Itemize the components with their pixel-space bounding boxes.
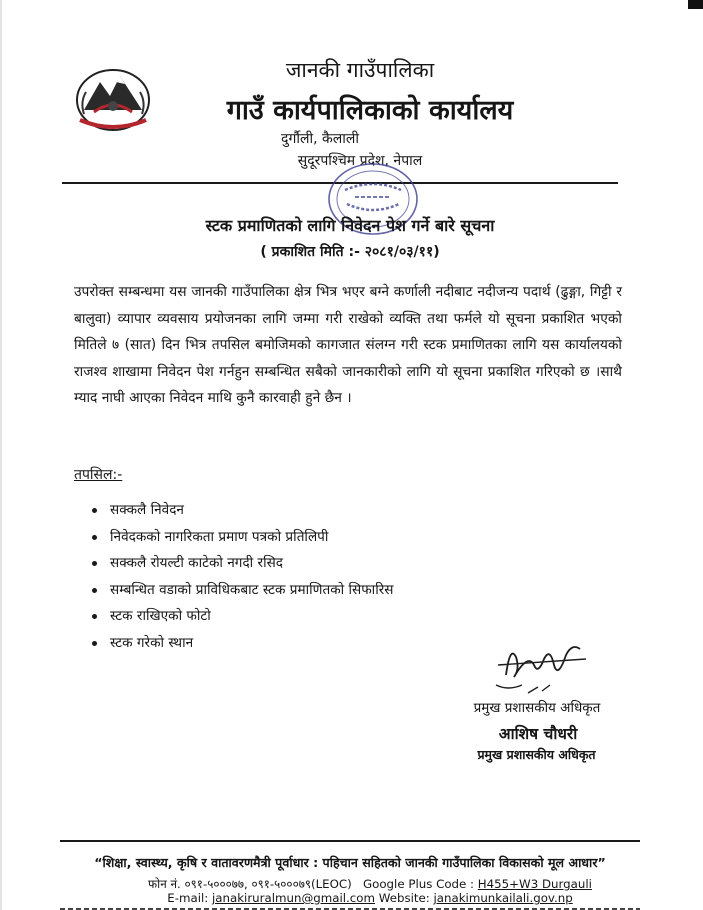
footer-contact-line [100, 876, 640, 892]
notice-title: स्टक प्रमाणितको लागि निवेदन पेश गर्ने बारे सूचना [205, 216, 495, 235]
officer-name: आशिष चौधरी [498, 725, 578, 743]
footer-motto: “शिक्षा, स्वास्थ्य, कृषि र वातावरणमैत्री पूर्वाधार : पहिचान सहितको जानकी गाउँपालिका विकासको मूल आधार” [94, 855, 606, 870]
email-link[interactable]: janakiruralmun@gmail.com [212, 891, 375, 905]
office-name: गाउँ कार्यपालिकाको कार्यालय [226, 95, 514, 126]
bullet-icon [92, 641, 97, 646]
email-label: E-mail: [167, 891, 209, 905]
list-item: स्टक राखिएको फोटो [92, 603, 393, 630]
list-item: स्टक गरेको स्थान [92, 630, 393, 657]
office-location: दुर्गौली, कैलाली [281, 131, 359, 147]
municipality-name: जानकी गाउँपालिका [285, 58, 435, 82]
notice-body: उपरोक्त सम्बन्धमा यस जानकी गाउँपालिका क्षेत्र भित्र भएर बग्ने कर्णाली नदीबाट नदीजन्य पदार्थ (ढुङ्गा, गिट्टी र बालुवा) व्यापार व्यवसाय प्रयोजनका लागि जम्मा गरी राखेको व्यक्ति तथा फर्मले यो सूचना प्रकाशित भएको मितिले ७ (सात) दिन भित्र तपसिल बमोजिमको कागजात संलग्न गरी स्टक प्रमाणितका लागि यस कार्यालयको राजश्व शाखामा निवेदन पेश गर्नहुन सम्बन्धित सबैको जानकारीको लागि यो सूचना प्रकाशित गरिएको छ ।साथै म्याद नाघी आएका निवेदन माथि कुनै कारवाही हुने छैन । [74, 284, 622, 406]
plus-code-link[interactable]: H455+W3 Durgauli [477, 877, 592, 891]
website-label: Website: [378, 891, 430, 905]
phone-numbers: फोन नं. ०९१-५०००७७, ०९१-५०००७९(LEOC) [148, 877, 352, 891]
details-heading: तपसिल:- [74, 467, 123, 483]
footer-web-line [100, 891, 640, 905]
nepal-emblem-icon [72, 62, 154, 134]
list-item: सक्कलै निवेदन [92, 497, 393, 524]
footer-divider [60, 840, 640, 842]
bullet-icon [92, 614, 97, 619]
clipped-footer-links [60, 906, 640, 910]
list-item: निवेदकको नागरिकता प्रमाण पत्रको प्रतिलिपी [92, 524, 393, 551]
scan-corner-mark [688, 0, 703, 9]
bullet-icon [92, 561, 97, 566]
handwritten-signature-icon [488, 635, 596, 697]
list-item: सम्बन्धित वडाको प्राविधिकबाट स्टक प्रमाणितको सिफारिस [92, 577, 393, 604]
plus-code-label: Google Plus Code : [362, 877, 475, 891]
bullet-icon [92, 535, 97, 540]
bullet-icon [92, 508, 97, 513]
list-item: सक्कलै रोयल्टी काटेको नगदी रसिद [92, 550, 393, 577]
publication-date: ( प्रकाशित मिति :- २०८१/०३/११) [260, 244, 440, 260]
website-link[interactable]: janakimunkailali.gov.np [433, 891, 573, 905]
officer-designation: प्रमुख प्रशासकीय अधिकृत [473, 700, 601, 716]
office-province: सुदूरपश्चिम प्रदेश, नेपाल [297, 153, 423, 169]
officer-designation-seal: प्रमुख प्रशासकीय अधिकृत [477, 747, 596, 762]
required-documents-list [92, 497, 393, 656]
bullet-icon [92, 588, 97, 593]
